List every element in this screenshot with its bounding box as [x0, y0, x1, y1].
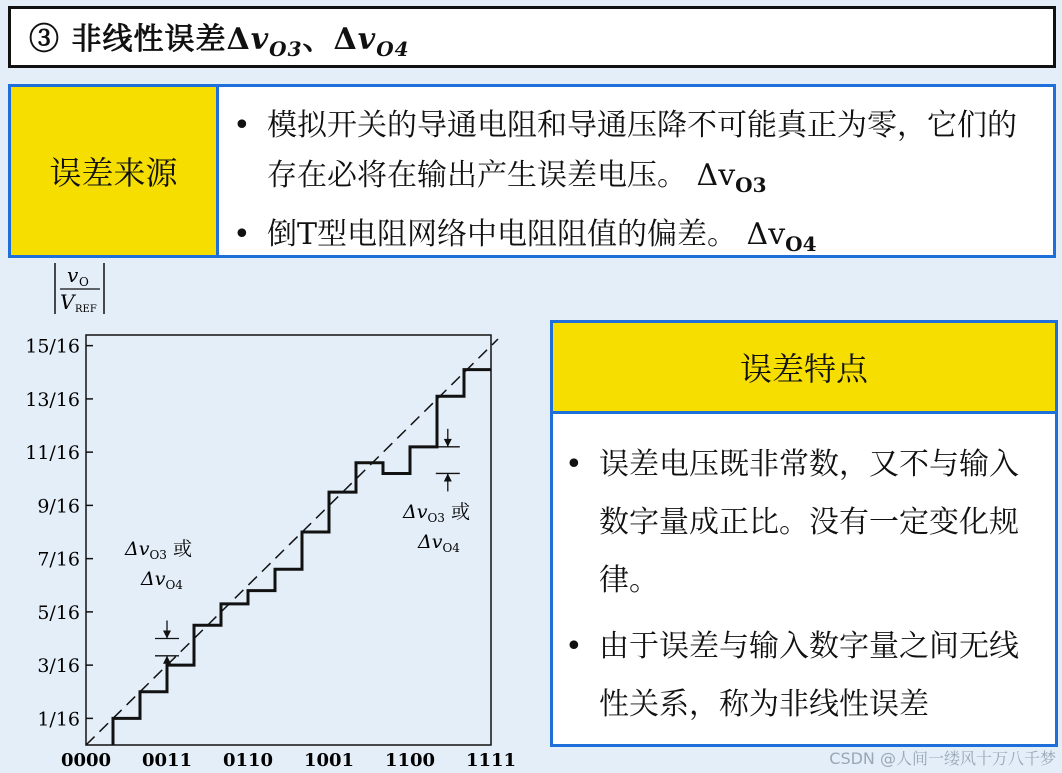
list-item: [565, 436, 1045, 610]
y-label-numerator: v: [67, 263, 79, 287]
watermark: CSDN @人间一缕风十万八千梦: [829, 749, 1056, 768]
nonlinearity-chart: [0, 258, 540, 773]
annotation-left-line2: $\Delta v_{O4}$: [141, 568, 183, 592]
x-tick-label: 1001: [303, 750, 355, 771]
error-feature-list: [553, 414, 1055, 734]
error-source-list: [219, 87, 1053, 255]
x-tick-label: 0110: [222, 750, 274, 771]
x-tick-label: 0011: [141, 750, 193, 771]
y-tick-label: 3/16: [37, 655, 80, 678]
error-feature-item-1: 误差电压既非常数，又不与输入数字量成正比。没有一定变化规律。: [599, 447, 1019, 598]
x-tick-label: 0000: [60, 750, 112, 771]
annotation-left: [124, 538, 192, 592]
svg-text:O: O: [79, 275, 89, 289]
list-item: [565, 618, 1045, 734]
error-source-label: 误差来源: [11, 87, 219, 255]
y-tick-label: 13/16: [25, 388, 80, 411]
y-tick-label: 1/16: [37, 708, 80, 731]
x-tick-label: 1111: [465, 750, 517, 771]
x-tick-label: 1100: [384, 750, 436, 771]
annotation-right-line1: $\Delta v_{O3}$ 或: [403, 501, 470, 525]
annotation-left-line1: $\Delta v_{O3}$ 或: [125, 538, 192, 562]
error-arrow-head: [163, 656, 171, 664]
bullet-icon: •: [233, 108, 251, 143]
error-arrow-head: [163, 631, 171, 639]
error-source-item-1: 模拟开关的导通电阻和导通压降不可能真正为零，它们的存在必将在输出产生误差电压。 Δv: [267, 108, 1017, 193]
y-tick-label: 11/16: [25, 442, 80, 465]
bullet-icon: •: [565, 447, 583, 482]
error-arrow-head: [444, 439, 452, 447]
svg-text:REF: REF: [75, 304, 97, 315]
error-marker-right: [436, 429, 460, 492]
y-tick-label: 7/16: [37, 548, 80, 571]
annotation-right-line2: $\Delta v_{O4}$: [418, 531, 460, 555]
y-label-denominator: V: [60, 290, 75, 314]
list-item: • 模拟开关的导通电阻和导通压降不可能真正为零，它们的存在必将在输出产生误差电压。 $\Delta v_{O3}$: [233, 101, 1039, 210]
y-tick-label: 9/16: [37, 495, 80, 518]
list-item: • 倒T型电阻网络中电阻阻值的偏差。 $\Delta v_{O4}$: [233, 210, 1039, 269]
y-tick-label: 15/16: [25, 335, 80, 358]
section-title: [8, 6, 1056, 68]
error-feature-item-2: 由于误差与输入数字量之间无线性关系，称为非线性误差: [599, 629, 1019, 722]
bullet-icon: •: [565, 629, 583, 664]
error-arrow-head: [444, 473, 452, 481]
y-axis-label: [55, 263, 104, 315]
section-title-text: ③ 非线性误差$\Delta v_{O3}$、$\Delta v_{O4}$: [29, 21, 410, 61]
error-source-table: [8, 84, 1056, 258]
bullet-icon: •: [233, 217, 251, 252]
annotation-right: [402, 501, 470, 555]
error-source-item-2: 倒T型电阻网络中电阻阻值的偏差。 Δv: [267, 217, 786, 252]
error-feature-heading: 误差特点: [553, 323, 1055, 414]
error-feature-panel: [550, 320, 1058, 747]
y-tick-label: 5/16: [37, 601, 80, 624]
